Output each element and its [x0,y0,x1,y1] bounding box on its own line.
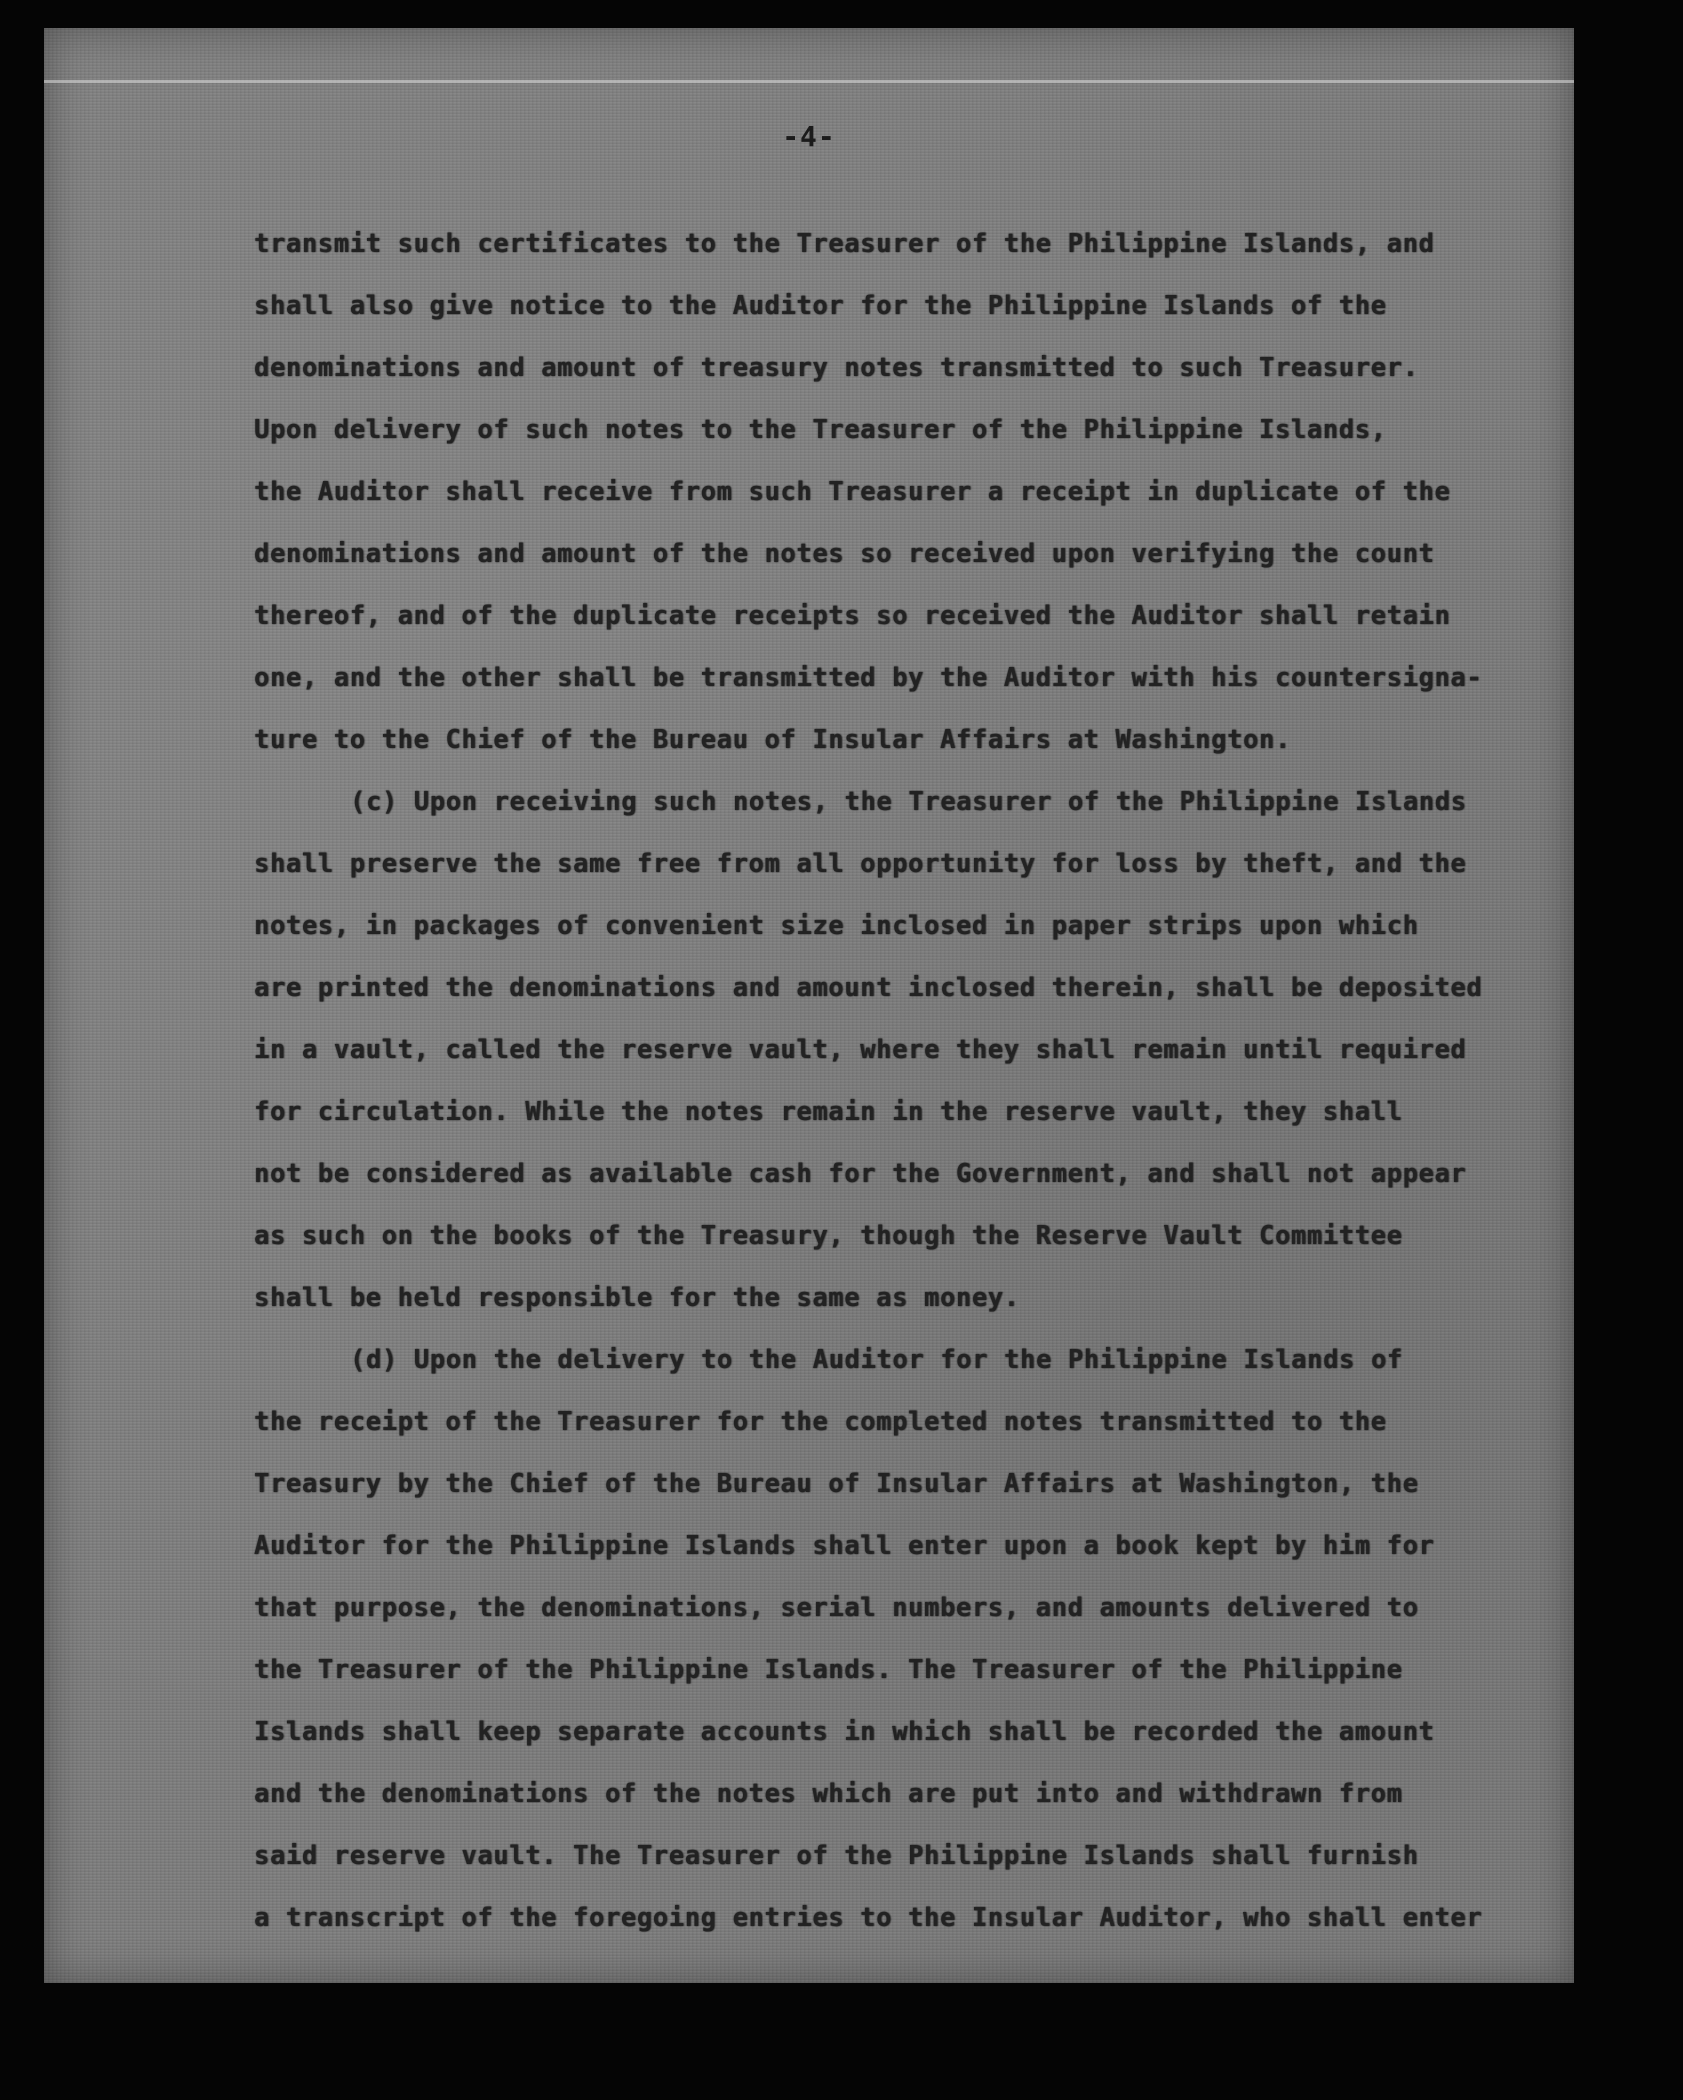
text-line: denominations and amount of the notes so received upon verifying the count [254,539,1435,569]
text-line: the Treasurer of the Philippine Islands. The Treasurer of the Philippine [254,1655,1403,1685]
text-line: (d) Upon the delivery to the Auditor for the Philippine Islands of [350,1345,1403,1375]
text-line: Auditor for the Philippine Islands shall enter upon a book kept by him for [254,1531,1435,1561]
text-line: notes, in packages of convenient size inclosed in paper strips upon which [254,911,1419,941]
text-line: transmit such certificates to the Treasurer of the Philippine Islands, and [254,229,1435,259]
text-line: a transcript of the foregoing entries to the Insular Auditor, who shall enter [254,1903,1483,1933]
text-line: in a vault, called the reserve vault, where they shall remain until required [254,1035,1467,1065]
text-line: as such on the books of the Treasury, though the Reserve Vault Committee [254,1221,1403,1251]
page-number: -4- [782,120,836,153]
text-line: Treasury by the Chief of the Bureau of Insular Affairs at Washington, the [254,1469,1419,1499]
document-page [44,28,1574,1983]
text-line: for circulation. While the notes remain in the reserve vault, they shall [254,1097,1403,1127]
text-line: shall preserve the same free from all opportunity for loss by theft, and the [254,849,1467,879]
text-line: the receipt of the Treasurer for the completed notes transmitted to the [254,1407,1387,1437]
text-line: ture to the Chief of the Bureau of Insular Affairs at Washington. [254,725,1291,755]
text-line: said reserve vault. The Treasurer of the Philippine Islands shall furnish [254,1841,1419,1871]
text-line: not be considered as available cash for the Government, and shall not appear [254,1159,1467,1189]
text-line: thereof, and of the duplicate receipts so received the Auditor shall retain [254,601,1451,631]
text-line: Upon delivery of such notes to the Treasurer of the Philippine Islands, [254,415,1387,445]
text-line: the Auditor shall receive from such Treasurer a receipt in duplicate of the [254,477,1451,507]
body-text [44,28,1574,1983]
text-line: and the denominations of the notes which are put into and withdrawn from [254,1779,1403,1809]
text-line: are printed the denominations and amount inclosed therein, shall be deposited [254,973,1483,1003]
text-line: one, and the other shall be transmitted by the Auditor with his countersigna- [254,663,1483,693]
text-line: shall also give notice to the Auditor for the Philippine Islands of the [254,291,1387,321]
text-line: that purpose, the denominations, serial numbers, and amounts delivered to [254,1593,1419,1623]
text-line: Islands shall keep separate accounts in which shall be recorded the amount [254,1717,1435,1747]
text-line: shall be held responsible for the same as money. [254,1283,1020,1313]
text-line: (c) Upon receiving such notes, the Treasurer of the Philippine Islands [350,787,1467,817]
text-line: denominations and amount of treasury notes transmitted to such Treasurer. [254,353,1419,383]
